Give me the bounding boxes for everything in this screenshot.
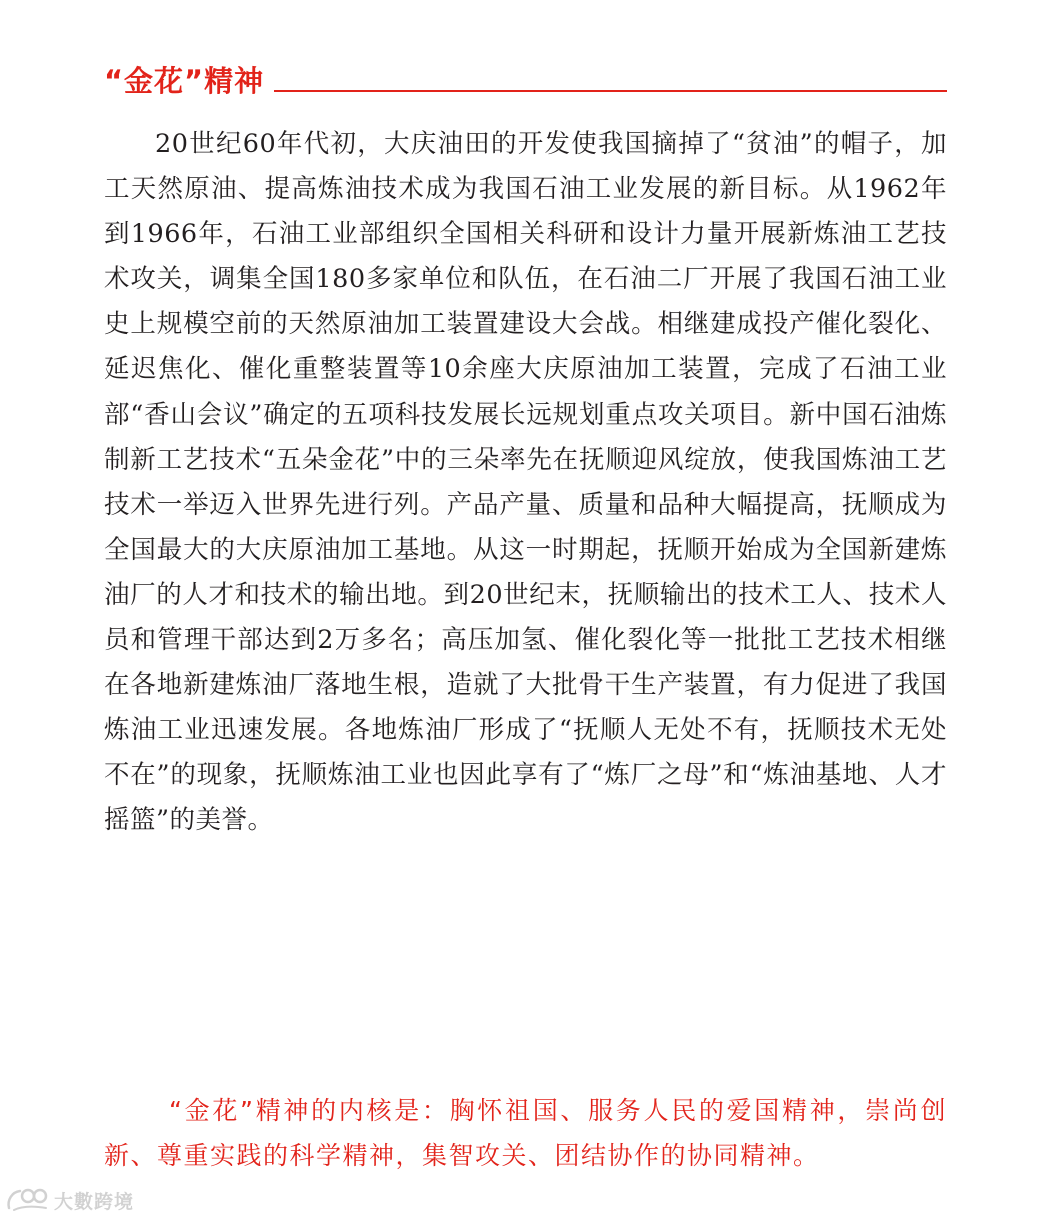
heading-rule [274,90,947,92]
core-statement: “金花”精神的内核是：胸怀祖国、服务人民的爱国精神，崇尚创新、尊重实践的科学精神，集智攻关、团结协作的协同精神。 [104,1096,947,1170]
watermark-logo-icon [6,1186,50,1214]
watermark [6,1186,134,1214]
section-title: “金花”精神 [104,64,265,98]
body-paragraph: 20世纪60年代初，大庆油田的开发使我国摘掉了“贫油”的帽子，加工天然原油、提高炼油技术成为我国石油工业发展的新目标。从1962年到1966年，石油工业部组织全国相关科研和设计力量开展新炼油工艺技术攻关，调集全国180多家单位和队伍，在石油二厂开展了我国石油工业史上规模空前的天然原油加工装置建设大会战。相继建成投产催化裂化、延迟焦化、催化重整装置等10余座大庆原油加工装置，完成了石油工业部“香山会议”确定的五项科技发展长远规划重点攻关项目。新中国石油炼制新工艺技术“五朵金花”中的三朵率先在抚顺迎风绽放，使我国炼油工艺技术一举迈入世界先进行列。产品产量、质量和品种大幅提高，抚顺成为全国最大的大庆原油加工基地。从这一时期起，抚顺开始成为全国新建炼油厂的人才和技术的输出地。到20世纪末，抚顺输出的技术工人、技术人员和管理干部达到2万多名；高压加氢、催化裂化等一批批工艺技术相继在各地新建炼油厂落地生根，造就了大批骨干生产装置，有力促进了我国炼油工业迅速发展。各地炼油厂形成了“抚顺人无处不有，抚顺技术无处不在”的现象，抚顺炼油工业也因此享有了“炼厂之母”和“炼油基地、人才摇篮”的美誉。 [104,129,947,836]
watermark-text: 大數跨境 [54,1190,135,1213]
section-heading [104,58,947,98]
